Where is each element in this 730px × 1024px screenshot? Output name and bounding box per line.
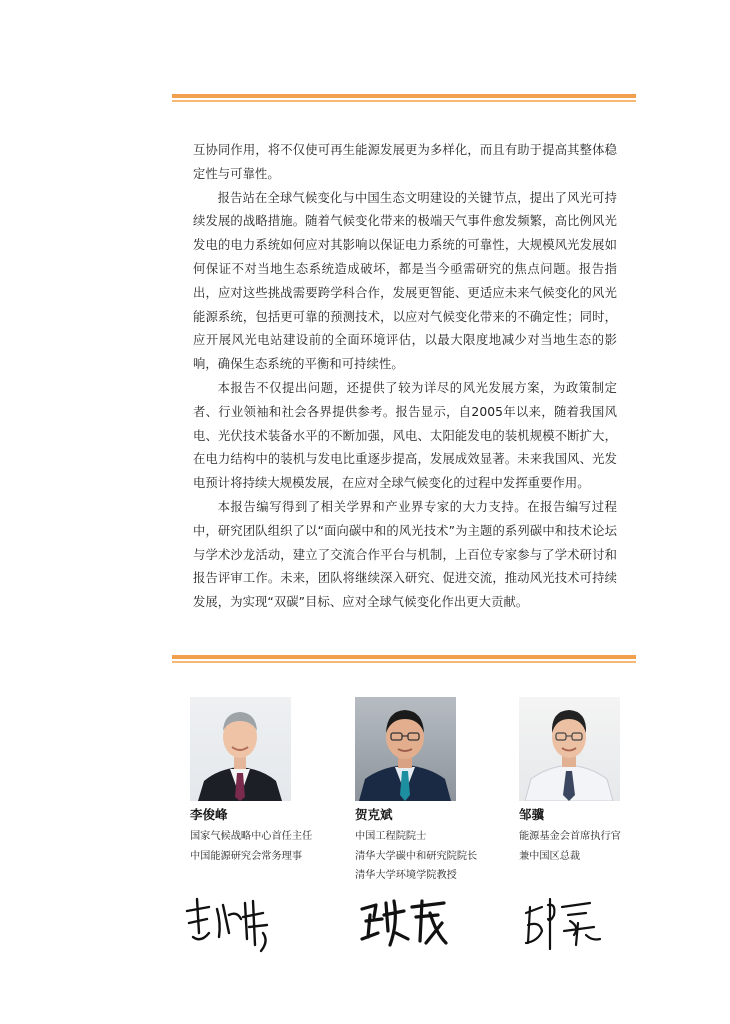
author-card-1: [190, 697, 360, 866]
author-title: 兼中国区总裁: [519, 850, 581, 862]
paragraph: 互协同作用，将不仅使可再生能源发展更为多样化，而且有助于提高其整体稳定性与可靠性。: [193, 143, 617, 181]
foreword-body: [193, 139, 617, 615]
author-title: 清华大学碳中和研究院院长: [355, 850, 478, 862]
author-photo: [190, 697, 291, 801]
author-title: 能源基金会首席执行官: [519, 831, 621, 842]
middle-divider: [172, 655, 636, 664]
author-name: 李俊峰: [190, 807, 228, 822]
paragraph: 本报告不仅提出问题，还提供了较为详尽的风光发展方案，为政策制定者、行业领袖和社会各界提供参考。报告显示，自2005年以来，随着我国风电、光伏技术装备水平的不断加强，风电、太阳能发电的装机规模不断扩大，在电力结构中的装机与发电比重逐步提高，发展成效显著。未来我国风、光发电预计将持续大规模发展，在应对全球气候变化的过程中发挥重要作用。: [193, 380, 617, 491]
paragraph: 本报告编写得到了相关学界和产业界专家的大力支持。在报告编写过程中，研究团队组织了以“面向碳中和的风光技术”为主题的系列碳中和技术论坛与学术沙龙活动，建立了交流合作平台与机制，上百位专家参与了学术研讨和报告评审工作。未来，团队将继续深入研究、促进交流，推动风光技术可持续发展，为实现“双碳”目标、应对全球气候变化作出更大贡献。: [193, 499, 617, 610]
author-name: 邹骥: [519, 807, 545, 822]
author-title: 国家气候战略中心首任主任: [190, 831, 313, 842]
author-card-3: [519, 697, 689, 866]
author-title: 清华大学环境学院教授: [355, 870, 457, 881]
author-title: 中国能源研究会常务理事: [190, 850, 303, 862]
paragraph: 报告站在全球气候变化与中国生态文明建设的关键节点，提出了风光可持续发展的战略措施。随着气候变化带来的极端天气事件愈发频繁，高比例风光发电的电力系统如何应对其影响以保证电力系统的可靠性，大规模风光发展如何保证不对当地生态系统造成破坏，都是当今亟需研究的焦点问题。报告指出，应对这些挑战需要跨学科合作，发展更智能、更适应未来气候变化的风光能源系统，包括更可靠的预测技术，以应对气候变化带来的不确定性；同时，应开展风光电站建设前的全面环境评估，以最大限度地减少对当地生态的影响，确保生态系统的平衡和可持续性。: [193, 190, 617, 372]
author-title: 中国工程院院士: [355, 831, 427, 842]
author-card-2: [355, 697, 525, 886]
signature-1: [183, 893, 283, 955]
top-divider: [172, 94, 636, 103]
author-name: 贺克斌: [355, 807, 393, 822]
author-photo: [355, 697, 456, 801]
author-photo: [519, 697, 620, 801]
signature-3: [520, 893, 606, 955]
signature-2: [356, 893, 452, 955]
